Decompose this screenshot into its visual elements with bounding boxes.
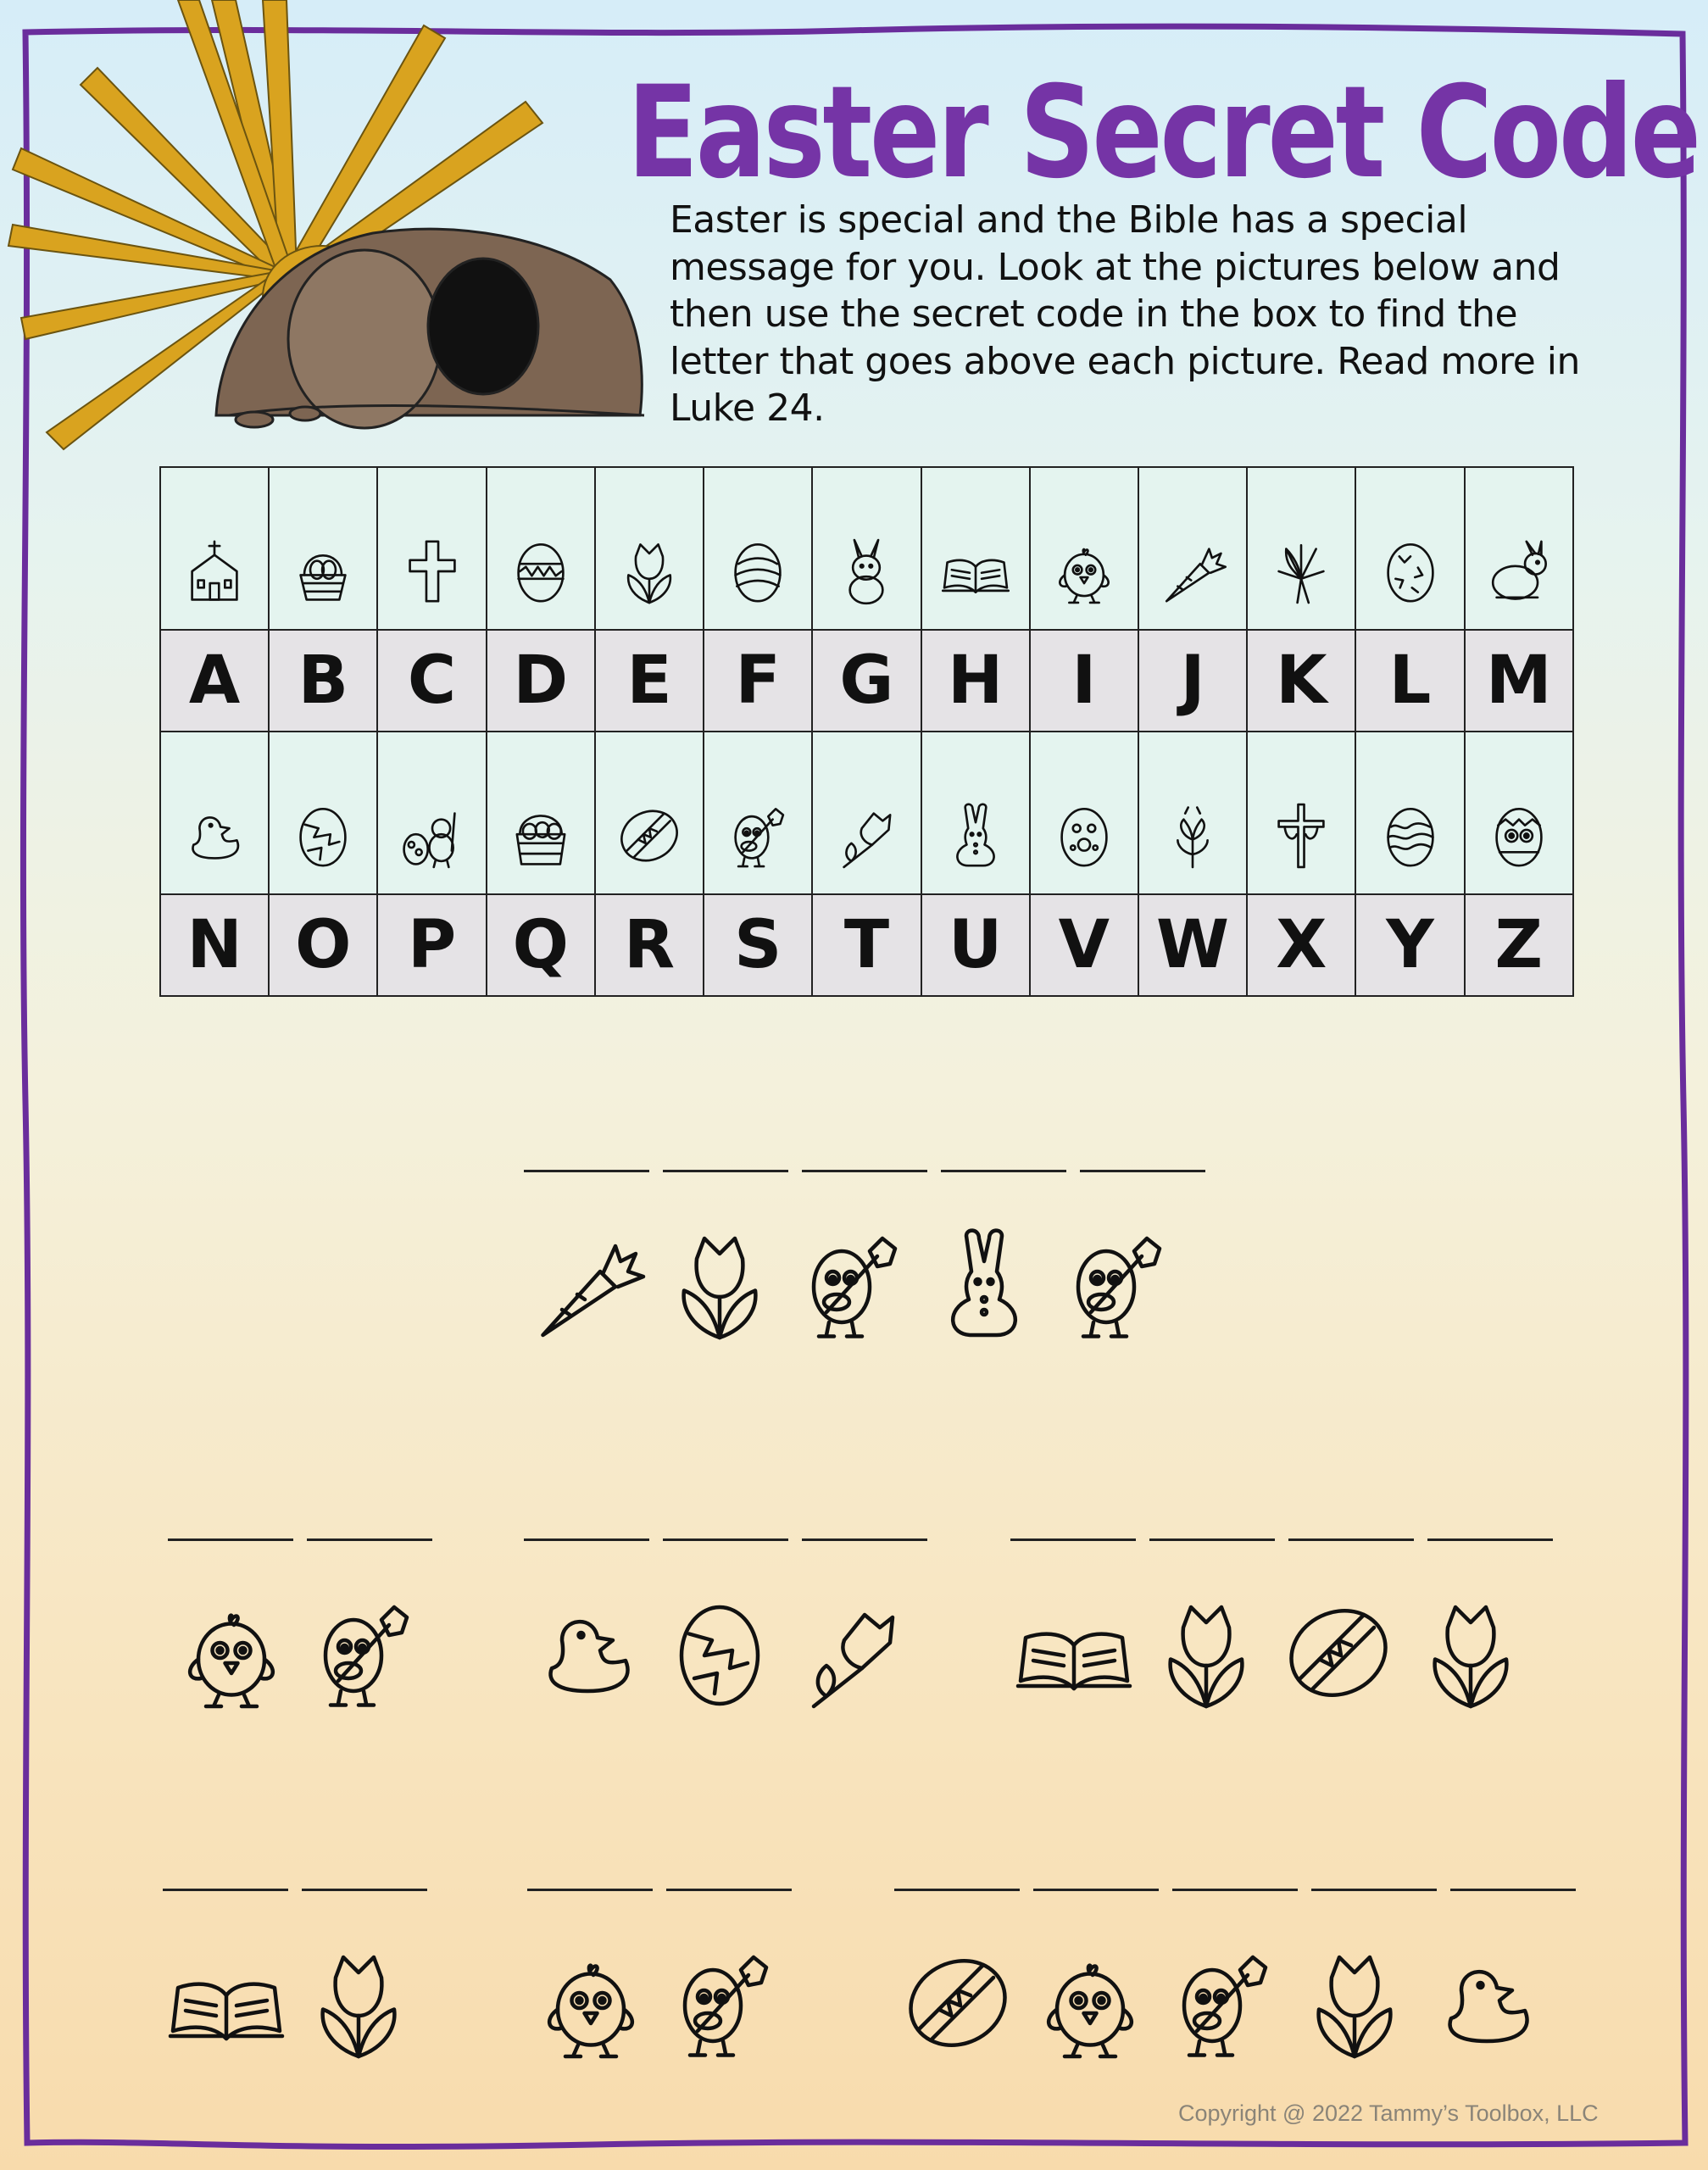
eggs-and-chick-icon: [395, 798, 470, 873]
puzzle-word: [527, 1889, 792, 2071]
egg-basket-icon: [503, 798, 578, 873]
tulip-icon: [612, 534, 687, 609]
cracked-egg-icon: [656, 1585, 783, 1721]
code-icon-cell: [595, 467, 704, 630]
code-letter-j: J: [1138, 630, 1247, 732]
egg-with-tulip-icon: [788, 1216, 915, 1352]
code-icon-cell: [921, 732, 1030, 894]
answer-blank[interactable]: [1010, 1538, 1136, 1541]
lily-icon: [1264, 534, 1338, 609]
tulip-icon: [1407, 1585, 1534, 1721]
drum-egg-icon: [612, 798, 687, 873]
cross-icon: [395, 534, 470, 609]
carrot-icon: [524, 1216, 651, 1352]
code-letter-a: A: [160, 630, 269, 732]
striped-egg-icon: [720, 534, 795, 609]
answer-blank[interactable]: [527, 1889, 653, 1891]
answer-blank[interactable]: [1080, 1170, 1205, 1172]
bible-icon: [163, 1935, 290, 2071]
code-icon-cell: [1465, 732, 1573, 894]
basket-icon: [286, 534, 360, 609]
puzzle-word: [163, 1889, 427, 2071]
patterned-egg-icon: [1373, 534, 1448, 609]
bible-icon: [1010, 1585, 1138, 1721]
puzzle-word: [1010, 1538, 1553, 1721]
peep-chick-icon: [1423, 1935, 1550, 2071]
code-icon-cell: [1030, 732, 1138, 894]
code-icon-cell: [377, 732, 486, 894]
dotted-egg-icon: [1047, 798, 1121, 873]
zigzag-egg-icon: [503, 534, 578, 609]
answer-blank[interactable]: [802, 1538, 927, 1541]
sitting-bunny-icon: [829, 534, 904, 609]
code-icon-cell: [160, 467, 269, 630]
answer-blank[interactable]: [1149, 1538, 1275, 1541]
code-letter-x: X: [1247, 894, 1355, 996]
draped-cross-icon: [1264, 798, 1338, 873]
peep-chick-icon: [524, 1585, 651, 1721]
code-letter-l: L: [1355, 630, 1464, 732]
code-letter-b: B: [269, 630, 377, 732]
code-letter-v: V: [1030, 894, 1138, 996]
answer-blank[interactable]: [941, 1170, 1066, 1172]
puzzle-word: [894, 1889, 1576, 2071]
answer-blank[interactable]: [168, 1538, 293, 1541]
code-letter-e: E: [595, 630, 704, 732]
code-letter-m: M: [1465, 630, 1573, 732]
code-icon-cell: [1355, 732, 1464, 894]
answer-blank[interactable]: [1288, 1538, 1414, 1541]
code-letter-s: S: [704, 894, 812, 996]
answer-blank[interactable]: [894, 1889, 1020, 1891]
code-letter-row: [160, 630, 1573, 732]
egg-with-tulip-icon: [659, 1935, 787, 2071]
instructions-text: Easter is special and the Bible has a special message for you. Look at the pictures below and then use the secret code in the box to find the letter that goes above each picture. Read more in Luke 24.: [670, 198, 1580, 430]
answer-blank[interactable]: [663, 1538, 788, 1541]
drum-egg-icon: [1275, 1585, 1402, 1721]
code-letter-q: Q: [487, 894, 595, 996]
code-letter-i: I: [1030, 630, 1138, 732]
code-letter-g: G: [812, 630, 921, 732]
egg-with-tulip-icon: [300, 1585, 427, 1721]
side-tulip-icon: [788, 1585, 915, 1721]
code-icon-cell: [1247, 467, 1355, 630]
code-icon-cell: [812, 467, 921, 630]
copyright-text: Copyright @ 2022 Tammy’s Toolbox, LLC: [1178, 2100, 1599, 2126]
answer-blank[interactable]: [524, 1170, 649, 1172]
page-title: Easter Secret Code: [627, 59, 1699, 207]
answer-blank[interactable]: [663, 1170, 788, 1172]
answer-blank[interactable]: [1311, 1889, 1437, 1891]
tulip-icon: [1291, 1935, 1418, 2071]
code-letter-k: K: [1247, 630, 1355, 732]
code-icon-cell: [1247, 732, 1355, 894]
code-icon-cell: [704, 732, 812, 894]
cracked-egg-icon: [286, 798, 360, 873]
face-egg-icon: [1482, 798, 1556, 873]
answer-blank[interactable]: [1172, 1889, 1298, 1891]
answer-blank[interactable]: [524, 1538, 649, 1541]
code-letter-h: H: [921, 630, 1030, 732]
puzzle-word: [168, 1538, 432, 1721]
peep-chick-icon: [177, 798, 252, 873]
code-icon-cell: [1355, 467, 1464, 630]
tulip-icon: [1143, 1585, 1270, 1721]
answer-blank[interactable]: [307, 1538, 432, 1541]
code-letter-c: C: [377, 630, 486, 732]
code-icon-cell: [1138, 732, 1247, 894]
code-letter-row: [160, 894, 1573, 996]
code-letter-p: P: [377, 894, 486, 996]
answer-blank[interactable]: [1033, 1889, 1159, 1891]
peep-bunny-icon: [938, 798, 1013, 873]
code-icon-cell: [812, 732, 921, 894]
puzzle-word: [524, 1538, 927, 1721]
drum-egg-icon: [894, 1935, 1021, 2071]
code-icon-row: [160, 467, 1573, 630]
code-letter-y: Y: [1355, 894, 1464, 996]
code-letter-r: R: [595, 894, 704, 996]
code-icon-cell: [269, 467, 377, 630]
chick-icon: [1026, 1935, 1154, 2071]
egg-with-tulip-icon: [720, 798, 795, 873]
sun-and-empty-tomb-illustration: [0, 0, 661, 458]
code-icon-cell: [921, 467, 1030, 630]
code-icon-cell: [487, 467, 595, 630]
code-icon-cell: [704, 467, 812, 630]
side-tulip-icon: [829, 798, 904, 873]
code-letter-z: Z: [1465, 894, 1573, 996]
lily-flower-icon: [1155, 798, 1230, 873]
answer-blank[interactable]: [666, 1889, 792, 1891]
code-letter-u: U: [921, 894, 1030, 996]
bunny-icon: [1482, 534, 1556, 609]
code-icon-cell: [1030, 467, 1138, 630]
secret-code-table: [159, 466, 1574, 997]
code-icon-cell: [160, 732, 269, 894]
code-icon-cell: [269, 732, 377, 894]
chick-icon: [527, 1935, 654, 2071]
chick-icon: [1047, 534, 1121, 609]
chick-icon: [168, 1585, 295, 1721]
code-letter-w: W: [1138, 894, 1247, 996]
wavy-egg-icon: [1373, 798, 1448, 873]
code-icon-cell: [1138, 467, 1247, 630]
answer-blank[interactable]: [1427, 1538, 1553, 1541]
peep-bunny-icon: [921, 1216, 1048, 1352]
egg-with-tulip-icon: [1159, 1935, 1286, 2071]
answer-blank[interactable]: [163, 1889, 288, 1891]
answer-blank[interactable]: [1450, 1889, 1576, 1891]
code-icon-cell: [595, 732, 704, 894]
code-icon-cell: [1465, 467, 1573, 630]
code-letter-d: D: [487, 630, 595, 732]
egg-with-tulip-icon: [1053, 1216, 1180, 1352]
code-icon-cell: [377, 467, 486, 630]
church-icon: [177, 534, 252, 609]
code-icon-row: [160, 732, 1573, 894]
tulip-icon: [656, 1216, 783, 1352]
code-letter-n: N: [160, 894, 269, 996]
code-letter-f: F: [704, 630, 812, 732]
puzzle-word: [524, 1170, 1205, 1352]
code-icon-cell: [487, 732, 595, 894]
answer-blank[interactable]: [302, 1889, 427, 1891]
carrot-icon: [1155, 534, 1230, 609]
code-letter-t: T: [812, 894, 921, 996]
answer-blank[interactable]: [802, 1170, 927, 1172]
bible-icon: [938, 534, 1013, 609]
code-letter-o: O: [269, 894, 377, 996]
tulip-icon: [295, 1935, 422, 2071]
